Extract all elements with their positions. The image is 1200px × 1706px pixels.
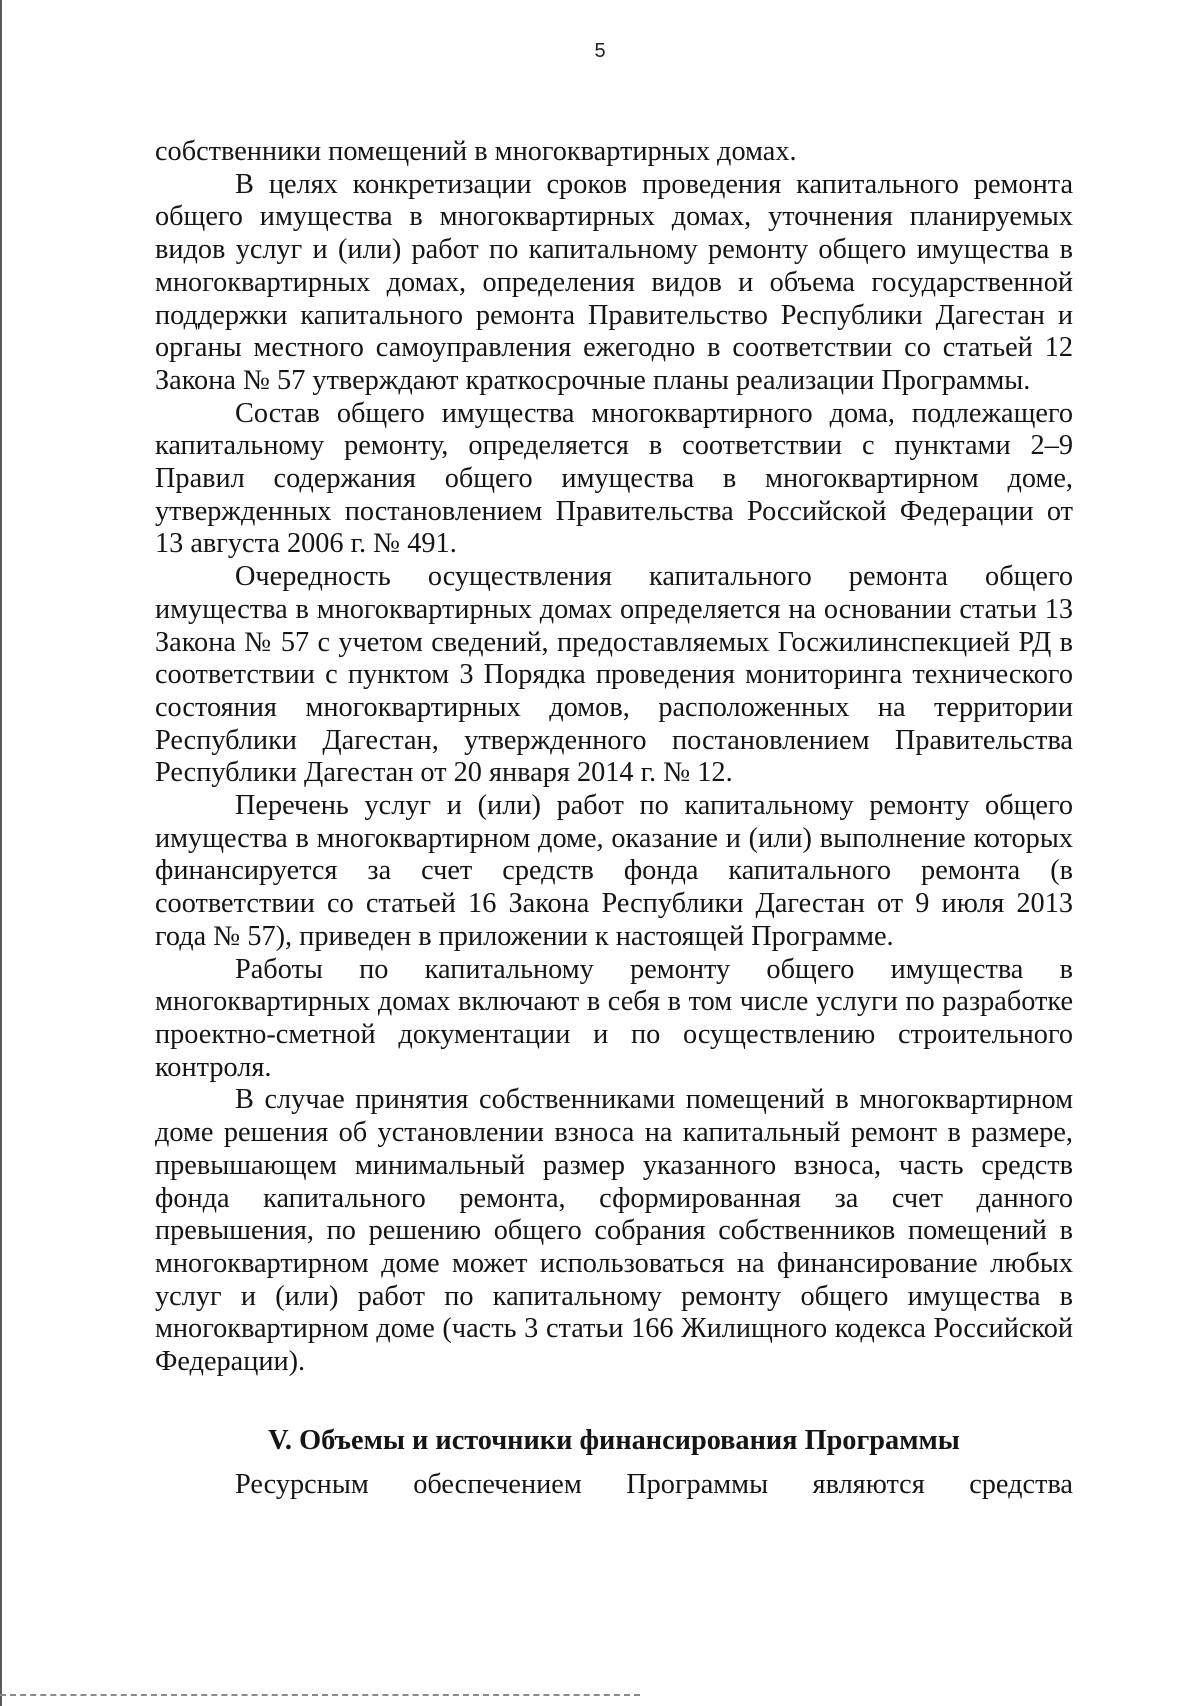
paragraph-resources: Ресурсным обеспечением Программы являются средства: [235, 1468, 1073, 1500]
section-heading: V. Объемы и источники финансирования Программы: [268, 1424, 960, 1456]
paragraph-excess-contribution: В случае принятия собственниками помещений в многоквартирном доме решения об установлении взноса на капитальный ремонт в размере, превышающем минимальный размер указанного взноса, часть средств фонда капитального ремонта, сформированная за счет данного превышения, по решению общего собрания собственников помещений в многоквартирном доме может использоваться на финансирование любых услуг и (или) работ по капитальному ремонту общего имущества в многоквартирном доме (часть 3 статьи 166 Жилищного кодекса Российской Федерации).: [155, 1084, 1073, 1378]
paragraph-repair-order: Очередность осуществления капитального ремонта общего имущества в многоквартирных домах определяется на основании статьи 13 Закона № 57 с учетом сведений, предоставляемых Госжилинспекцией РД в соответствии с пунктом 3 Порядка проведения мониторинга технического состояния многоквартирных домов, расположенных на территории Республики Дагестан, утвержденного постановлением Правительства Республики Дагестан от 20 января 2014 г. № 12.: [155, 561, 1073, 789]
paragraph-short-term-plans: В целях конкретизации сроков проведения капитального ремонта общего имущества в многоквартирных домах, уточнения планируемых видов услуг и (или) работ по капитальному ремонту общего имущества в многоквартирных домах, определения видов и объема государственной поддержки капитального ремонта Правительство Республики Дагестан и органы местного самоуправления ежегодно в соответствии со статьей 12 Закона № 57 утверждают краткосрочные планы реализации Программы.: [155, 168, 1073, 396]
page-number: 5: [594, 40, 606, 62]
paragraph-works-include: Работы по капитальному ремонту общего имущества в многоквартирных домах включают в себя в том числе услуги по разработке проектно-сметной документации и по осуществлению строительного контроля.: [155, 953, 1073, 1083]
paragraph-continuation: собственники помещений в многоквартирных домах.: [155, 136, 797, 167]
document-body: [155, 136, 1073, 1501]
paragraph-services-list: Перечень услуг и (или) работ по капитальному ремонту общего имущества в многоквартирном доме, оказание и (или) выполнение которых финансируется за счет средств фонда капитального ремонта (в соответствии со статьей 16 Закона Республики Дагестан от 9 июля 2013 года № 57), приведен в приложении к настоящей Программе.: [155, 790, 1073, 952]
bottom-rule: [0, 1694, 640, 1696]
page-edge: [0, 0, 2, 1706]
paragraph-common-property: Состав общего имущества многоквартирного дома, подлежащего капитальному ремонту, определяется в соответствии с пунктами 2–9 Правил содержания общего имущества в многоквартирном доме, утвержденных постановлением Правительства Российской Федерации от 13 августа 2006 г. № 491.: [155, 397, 1073, 560]
